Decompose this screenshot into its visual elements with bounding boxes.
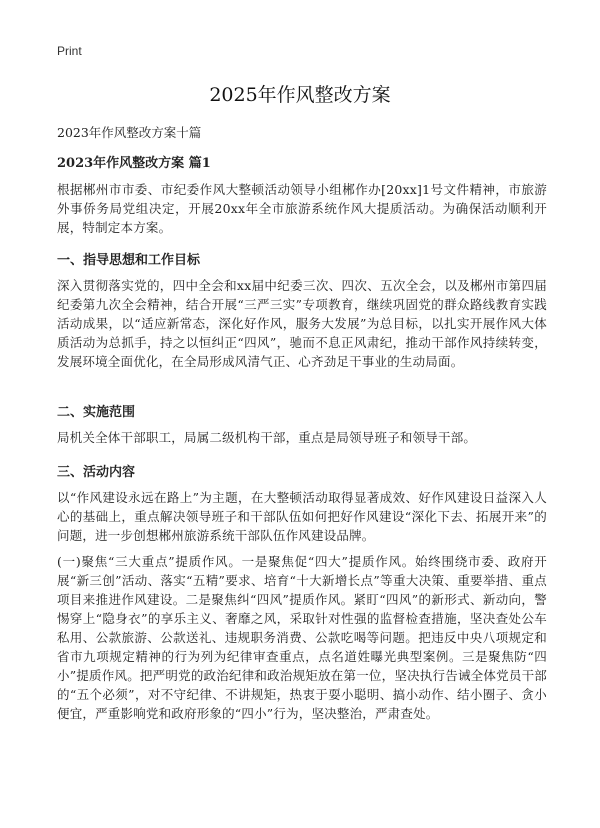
intro-paragraph: 根据郴州市市委、市纪委作风大整顿活动领导小组郴作办[20xx]1号文件精神，市旅游外事侨务局党组决定，开展20xx年全市旅游系统作风大提质活动。为确保活动顺利开展，特制定本方案。 [57, 182, 547, 235]
section-heading-activity-content: 三、活动内容 [57, 465, 136, 480]
section-body-guiding-ideology: 深入贯彻落实党的，四中全会和xx届中纪委三次、四次、五次全会，以及郴州市第四届纪委第九次全会精神，结合开展“三严三实”专项教育，继续巩固党的群众路线教育实践活动成果，以“适应新常态，深化好作风，服务大发展”为总目标，以扎实开展作风大体质活动为总抓手，持之以恒纠正“四风”，驰而不息正风肃纪，推动干部作风持续转变，发展环境全面优化，在全局形成风清气正、心齐劲足干事业的生动局面。 [57, 278, 547, 369]
print-link[interactable]: Print [57, 44, 82, 58]
section-heading-scope: 二、实施范围 [57, 405, 136, 420]
page-title: 2025年作风整改方案 [209, 84, 391, 106]
section-body-activity-content: 以“作风建设永远在路上”为主题，在大整顿活动取得显著成效、好作风建设日益深入人心的基础上，重点解决领导班子和干部队伍如何把好作风建设“深化下去、拓展开来”的问题，进一步创想郴州旅游系统干部队伍作风建设品牌。 [57, 490, 547, 543]
part-heading: 2023年作风整改方案 篇1 [57, 156, 211, 171]
document-subtitle: 2023年作风整改方案十篇 [57, 125, 202, 140]
activity-detail-paragraph: (一)聚焦“三大重点”提质作风。一是聚焦促“四大”提质作风。始终围绕市委、政府开展“新三创”活动、落实“五精”要求、培育“十大新增长点”等重大决策、重要举措、重点项目来推进作风建设。二是聚焦纠“四风”提质作风。紧盯“四风”的新形式、新动向，警惕穿上“隐身衣”的享乐主义、奢靡之风，采取针对性强的监督检查措施，坚决查处公车私用、公款旅游、公款送礼、违规职务消费、公款吃喝等问题。把违反中央八项规定和省市九项规定精神的行为列为纪律审查重点，点名道姓曝光典型案例。三是聚焦防“四小”提质作风。把严明党的政治纪律和政治规矩放在第一位，坚决执行告诫全体党员干部的“五个必须”，对不守纪律、不讲规矩，热衷于耍小聪明、搞小动作、结小圈子、贪小便宜，严重影响党和政府形象的“四小”行为，坚决整治，严肃查处。 [57, 554, 547, 721]
section-heading-guiding-ideology: 一、指导思想和工作目标 [57, 253, 201, 268]
section-body-scope: 局机关全体干部职工，局属二级机构干部，重点是局领导班子和领导干部。 [57, 430, 477, 445]
